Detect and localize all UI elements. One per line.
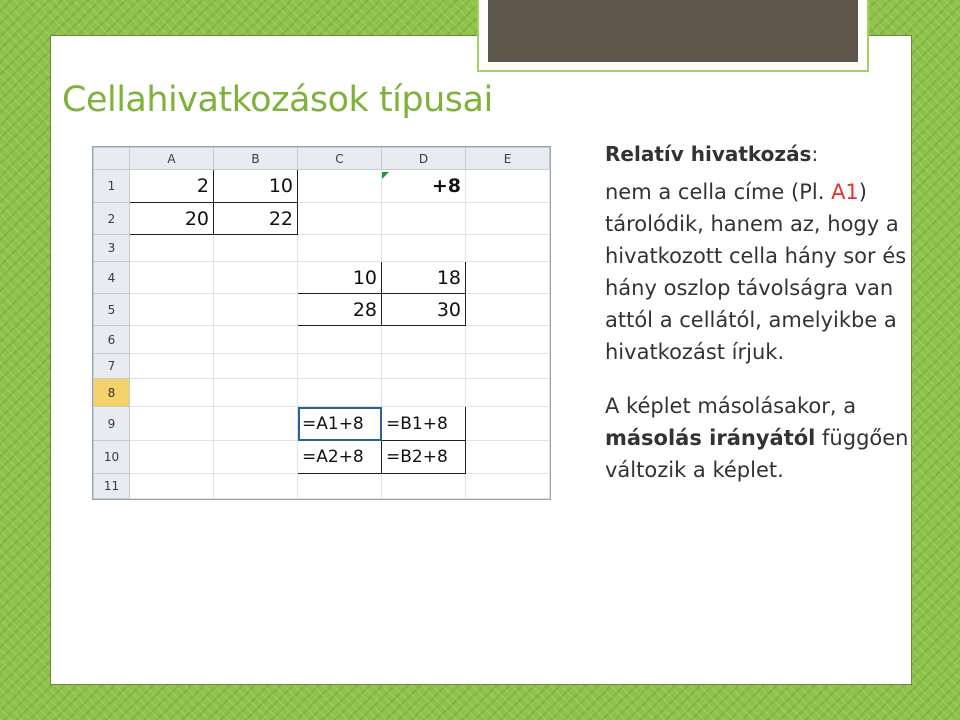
cell-b7[interactable] [214,354,298,379]
cell-e1[interactable] [466,170,550,203]
row-header-10[interactable]: 10 [94,441,130,474]
cell-d9[interactable]: =B1+8 [382,407,466,441]
cell-c10[interactable]: =A2+8 [298,441,382,474]
cell-d4[interactable]: 18 [382,262,466,294]
column-header-d[interactable]: D [382,148,466,170]
cell-d6[interactable] [382,326,466,354]
cell-e5[interactable] [466,294,550,326]
cell-d3[interactable] [382,235,466,262]
cell-a11[interactable] [130,474,214,499]
cell-c3[interactable] [298,235,382,262]
column-header-c[interactable]: C [298,148,382,170]
column-header-e[interactable]: E [466,148,550,170]
row-header-7[interactable]: 7 [94,354,130,379]
paragraph-definition-end: ) tárolódik, hanem az, hogy a hivatkozott cella hány sor és hány oszlop távolságra van attól a cellától, amelyikbe a hivatkozást írjuk. [605,180,907,364]
row-header-8[interactable]: 8 [94,379,130,407]
paragraph-copying [605,390,925,486]
cell-a9[interactable] [130,407,214,441]
cell-a3[interactable] [130,235,214,262]
cell-c5[interactable]: 28 [298,294,382,326]
cell-e10[interactable] [466,441,550,474]
cell-c8[interactable] [298,379,382,407]
paragraph-copying-end: függően változik a képlet. [605,426,909,482]
cell-e3[interactable] [466,235,550,262]
cell-b1[interactable]: 10 [214,170,298,203]
cell-a10[interactable] [130,441,214,474]
cell-a5[interactable] [130,294,214,326]
cell-b2[interactable]: 22 [214,203,298,235]
cell-b8[interactable] [214,379,298,407]
paragraph-copying-start: A képlet másolásakor, a [605,394,857,418]
cell-e9[interactable] [466,407,550,441]
cell-e2[interactable] [466,203,550,235]
paragraph-definition [605,176,925,368]
row-header-2[interactable]: 2 [94,203,130,235]
slide-title: Cellahivatkozások típusai [62,80,493,120]
cell-d5[interactable]: 30 [382,294,466,326]
cell-b3[interactable] [214,235,298,262]
spreadsheet-screenshot [93,147,550,499]
row-header-4[interactable]: 4 [94,262,130,294]
row-header-5[interactable]: 5 [94,294,130,326]
cell-b10[interactable] [214,441,298,474]
cell-d1[interactable]: +8 [382,170,466,203]
explanation-text [605,140,925,486]
heading-relative-reference [605,140,925,168]
top-decoration-bar [488,0,858,62]
cell-d10[interactable]: =B2+8 [382,441,466,474]
cell-a4[interactable] [130,262,214,294]
cell-e11[interactable] [466,474,550,499]
cell-e6[interactable] [466,326,550,354]
cell-d7[interactable] [382,354,466,379]
cell-d2[interactable] [382,203,466,235]
row-header-1[interactable]: 1 [94,170,130,203]
cell-c11[interactable] [298,474,382,499]
cell-b5[interactable] [214,294,298,326]
row-header-3[interactable]: 3 [94,235,130,262]
paragraph-definition-start: nem a cella címe (Pl. [605,180,832,204]
cell-c4[interactable]: 10 [298,262,382,294]
cell-c1[interactable] [298,170,382,203]
cell-a8[interactable] [130,379,214,407]
copy-direction-emphasis: másolás irányától [605,426,816,450]
column-header-b[interactable]: B [214,148,298,170]
select-all-corner[interactable] [94,148,130,170]
heading-colon: : [811,142,819,166]
cell-b9[interactable] [214,407,298,441]
cell-c6[interactable] [298,326,382,354]
error-indicator-icon [382,172,389,179]
cell-a6[interactable] [130,326,214,354]
example-cell-address: A1 [831,180,859,204]
cell-e4[interactable] [466,262,550,294]
cell-a2[interactable]: 20 [130,203,214,235]
cell-b4[interactable] [214,262,298,294]
cell-a1[interactable]: 2 [130,170,214,203]
cell-a7[interactable] [130,354,214,379]
cell-b6[interactable] [214,326,298,354]
cell-c9[interactable]: =A1+8 [298,407,382,441]
cell-c7[interactable] [298,354,382,379]
column-header-a[interactable]: A [130,148,214,170]
row-header-11[interactable]: 11 [94,474,130,499]
cell-d11[interactable] [382,474,466,499]
cell-c2[interactable] [298,203,382,235]
cell-e7[interactable] [466,354,550,379]
cell-e8[interactable] [466,379,550,407]
cell-b11[interactable] [214,474,298,499]
row-header-6[interactable]: 6 [94,326,130,354]
heading-bold-text: Relatív hivatkozás [605,142,812,166]
row-header-9[interactable]: 9 [94,407,130,441]
cell-d8[interactable] [382,379,466,407]
